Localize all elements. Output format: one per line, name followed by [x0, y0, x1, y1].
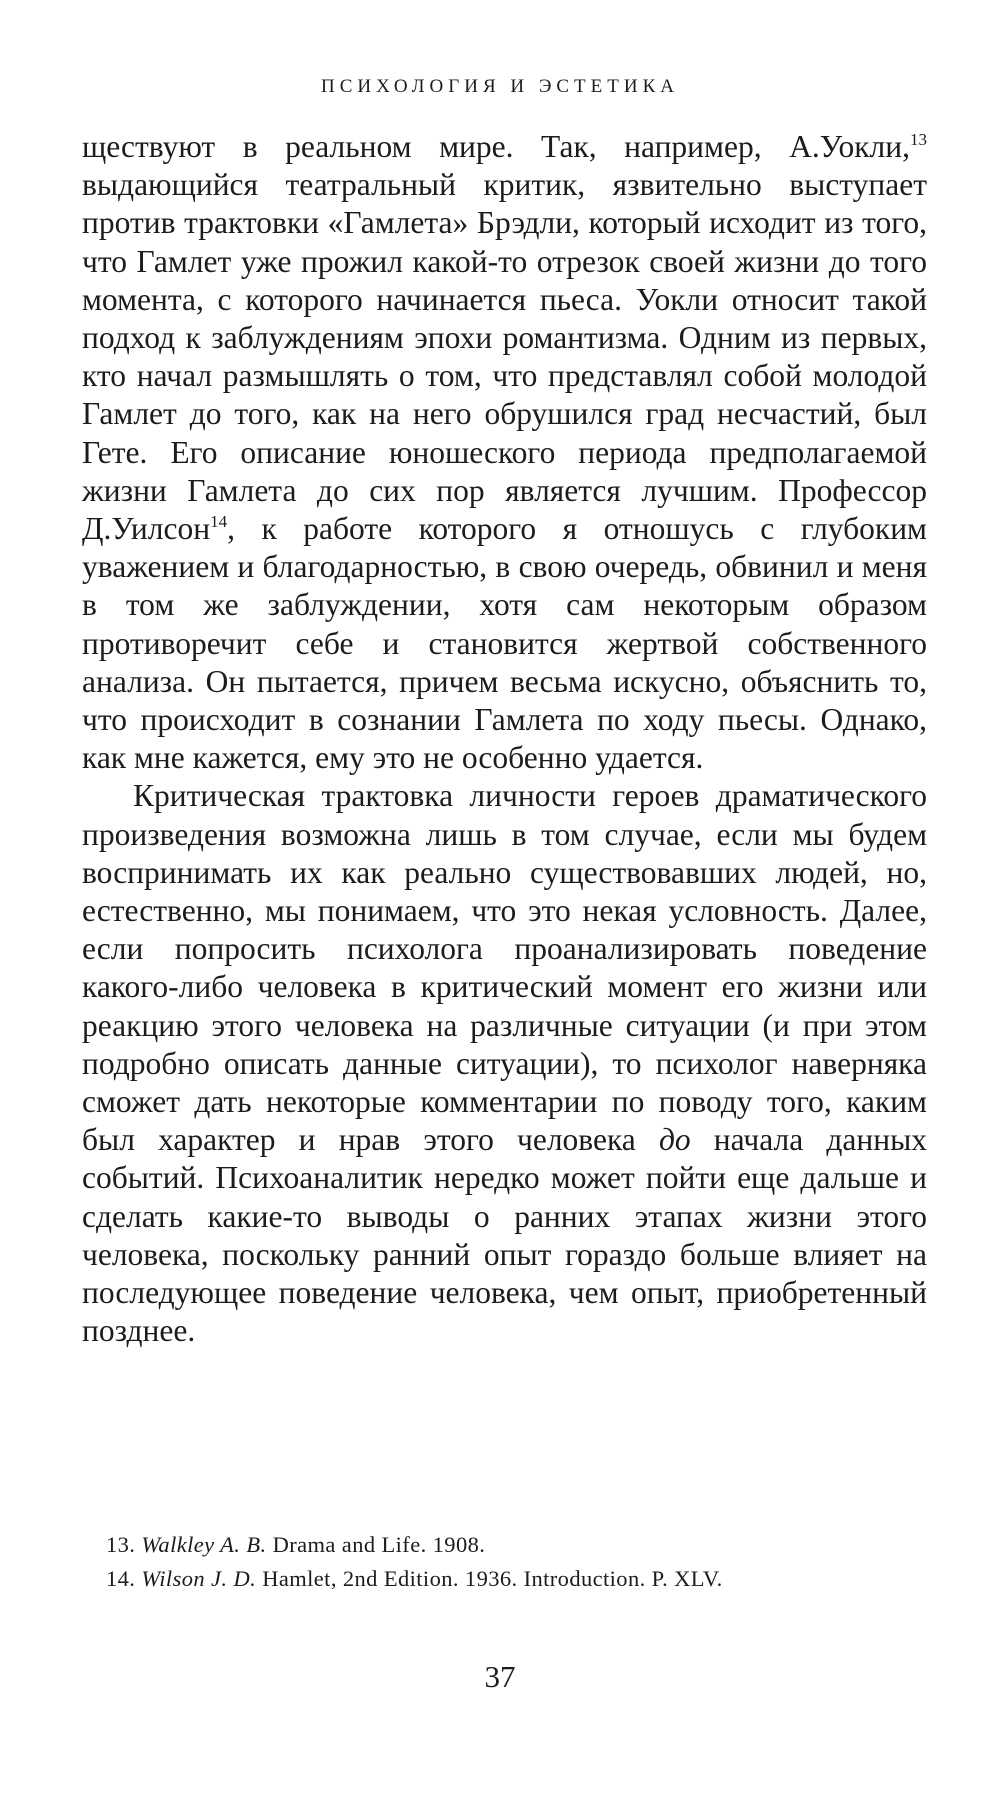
paragraph-1-text-b: выдающийся театральный критик, язвительно выступает против трактовки «Гамлета» Брэдли, который исходит из того, что Гамлет уже прожил какой-то отрезок своей жизни до того момента, с которого начинается пьеса. Уокли относит такой подход к заблуждениям эпохи романтизма. Одним из первых, кто начал размышлять о том, что представлял собой молодой Гамлет до того, как на него обрушился град несчастий, был Гете. Его описание юношеского периода предполагаемой жизни Гамлета до сих пор является лучшим. Профессор Д.Уилсон — [82, 167, 927, 547]
footnotes — [106, 1528, 926, 1596]
footnote-ref-13: 13 — [910, 130, 927, 149]
paragraph-2 — [82, 777, 927, 1350]
main-text — [82, 128, 927, 1351]
footnote-ref-14: 14 — [210, 512, 228, 532]
paragraph-1-text-a: ществуют в реальном мире. Так, например, А.Уокли, — [82, 129, 910, 164]
paragraph-1-text-c: , к работе которого я отношусь с глубоким уважением и благодарностью, в свою очередь, обвинил и меня в том же заблуждении, хотя сам некоторым образом противоречит себе и становится жертвой собственного анализа. Он пытается, причем весьма искусно, объяснить то, что происходит в сознании Гамлета по ходу пьесы. Однако, как мне кажется, ему это не особенно удается. — [82, 511, 927, 776]
footnote-number: 14. — [106, 1566, 136, 1591]
footnote-14 — [106, 1562, 926, 1596]
running-head: ПСИХОЛОГИЯ И ЭСТЕТИКА — [320, 76, 679, 97]
footnote-text: Drama and Life. 1908. — [272, 1532, 486, 1557]
footnote-text: Hamlet, 2nd Edition. 1936. Introduction. P. XLV. — [262, 1566, 723, 1591]
italic-emphasis: до — [658, 1122, 691, 1158]
footnote-author: Wilson J. D. — [141, 1566, 257, 1591]
footnote-author: Walkley A. B. — [141, 1532, 267, 1557]
footnote-13 — [106, 1528, 926, 1562]
footnote-number: 13. — [106, 1532, 136, 1557]
paragraph-2-text-b: начала данных событий. Психоаналитик нередко может пойти еще дальше и сделать какие-то выводы о ранних этапах жизни этого человека, поскольку ранний опыт гораздо больше влияет на последующее поведение человека, чем опыт, приобретенный позднее. — [82, 1122, 927, 1349]
paragraph-1 — [82, 128, 927, 777]
paragraph-2-text-a: Критическая трактовка личности героев драматического произведения возможна лишь в том случае, если мы будем воспринимать их как реально существовавших людей, но, естественно, мы понимаем, что это некая условность. Далее, если попросить психолога проанализировать поведение какого-либо человека в критический момент его жизни или реакцию этого человека на различные ситуации (и при этом подробно описать данные ситуации), то психолог наверняка сможет дать некоторые комментарии по поводу того, каким был характер и нрав этого человека — [82, 778, 927, 1158]
page-number: 37 — [484, 1659, 516, 1694]
